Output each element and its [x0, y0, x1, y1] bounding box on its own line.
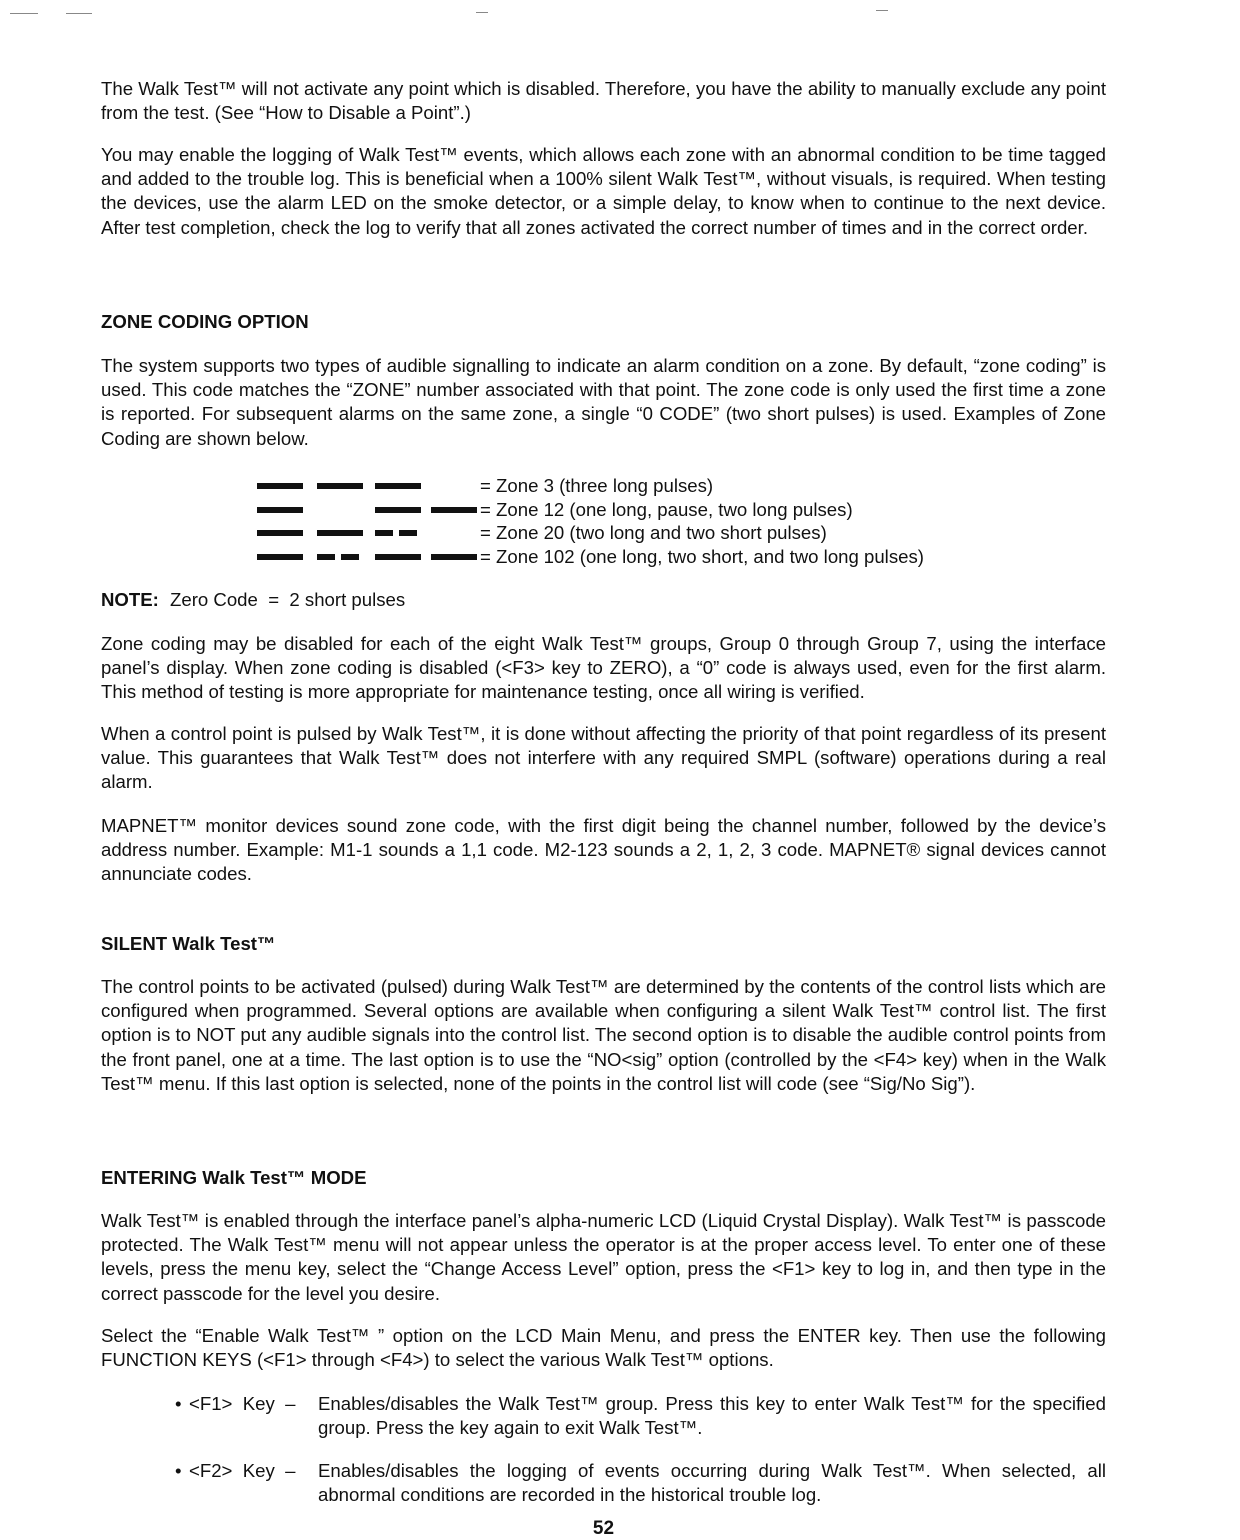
bullet-icon: •	[175, 1393, 182, 1414]
zone-example-row	[257, 545, 1017, 569]
bullet-icon: •	[175, 1460, 182, 1481]
entering-paragraph-1: Walk Test™ is enabled through the interface panel’s alpha-numeric LCD (Liquid Crystal Display). Walk Test™ is passcode protected. The Walk Test™ menu will not appear unless the operator is at the proper access level. To enter one of these levels, press the menu key, select the “Change Access Level” option, press the <F1> key to log in, and then type in the correct passcode for the level you desire.	[101, 1210, 1106, 1304]
intro-paragraph-1: The Walk Test™ will not activate any point which is disabled. Therefore, you have the ability to manually exclude any point from the test. (See “How to Disable a Point”.)	[101, 78, 1106, 124]
zone-coding-examples	[257, 474, 1017, 568]
zone-coding-paragraph-2: Zone coding may be disabled for each of the eight Walk Test™ groups, Group 0 through Group 7, using the interface panel’s display. When zone coding is disabled (<F3> key to ZERO), a “0” code is always used, even for the first alarm. This method of testing is more appropriate for maintenance testing, once all wiring is verified.	[101, 633, 1106, 703]
function-key-label: <F2> Key –	[189, 1460, 296, 1481]
scan-artifact	[10, 13, 38, 14]
pulse-pattern-icon	[257, 474, 477, 497]
zero-code-note	[101, 588, 405, 612]
pulse-pattern-icon	[257, 521, 477, 544]
intro-section	[101, 77, 1106, 125]
intro-section-2	[101, 143, 1106, 240]
scan-artifact	[876, 10, 888, 11]
intro-paragraph-2: You may enable the logging of Walk Test™ events, which allows each zone with an abnormal condition to be time tagged and added to the trouble log. This is beneficial when a 100% silent Walk Test™, without visuals, is required. When testing the devices, use the alarm LED on the smoke detector, or a simple delay, to know when to continue to the next device. After test completion, check the log to verify that all zones activated the correct number of times and in the correct order.	[101, 144, 1106, 238]
pulse-pattern-icon	[257, 498, 477, 521]
zone-example-label: = Zone 20 (two long and two short pulses)	[480, 522, 827, 544]
zone-example-label: = Zone 102 (one long, two short, and two long pulses)	[480, 545, 924, 567]
function-key-label: <F1> Key –	[189, 1393, 296, 1414]
page-number: 52	[592, 1518, 615, 1539]
function-key-description: Enables/disables the Walk Test™ group. Press this key to enter Walk Test™ for the specified group. Press the key again to exit Walk Test™.	[318, 1393, 1106, 1439]
zone-example-row	[257, 474, 1017, 498]
zone-coding-paragraph-1: The system supports two types of audible signalling to indicate an alarm condition on a zone. By default, “zone coding” is used. This code matches the “ZONE” number associated with that point. The zone code is only used the first time a zone is reported. For subsequent alarms on the same zone, a single “0 CODE” (two short pulses) is used. Examples of Zone Coding are shown below.	[101, 355, 1106, 449]
zone-example-label: = Zone 12 (one long, pause, two long pulses)	[480, 498, 853, 520]
note-label: NOTE:	[101, 589, 159, 610]
scan-artifact	[476, 12, 488, 13]
zone-coding-heading: ZONE CODING OPTION	[101, 311, 309, 332]
zone-coding-paragraph-3: When a control point is pulsed by Walk Test™, it is done without affecting the priority of that point regardless of its present value. This guarantees that Walk Test™ does not interfere with any required SMPL (software) operations during a real alarm.	[101, 723, 1106, 793]
function-key-description: Enables/disables the logging of events occurring during Walk Test™. When selected, all abnormal conditions are recorded in the historical trouble log.	[318, 1460, 1106, 1506]
entering-paragraph-2: Select the “Enable Walk Test™ ” option on the LCD Main Menu, and press the ENTER key. Then use the following FUNCTION KEYS (<F1> through <F4>) to select the various Walk Test™ options.	[101, 1325, 1106, 1371]
note-text: Zero Code = 2 short pulses	[170, 589, 406, 610]
silent-walk-test-heading: SILENT Walk Test™	[101, 933, 276, 954]
zone-example-row	[257, 521, 1017, 545]
zone-example-row	[257, 498, 1017, 522]
scan-artifact	[66, 13, 92, 14]
zone-coding-paragraph-4: MAPNET™ monitor devices sound zone code, with the first digit being the channel number, followed by the device’s address number. Example: M1-1 sounds a 1,1 code. M2-123 sounds a 2, 1, 2, 3 code. MAPNET® signal devices cannot annunciate codes.	[101, 815, 1106, 885]
pulse-pattern-icon	[257, 545, 477, 568]
zone-example-label: = Zone 3 (three long pulses)	[480, 475, 714, 496]
silent-paragraph-1: The control points to be activated (pulsed) during Walk Test™ are determined by the contents of the control lists which are configured when programmed. Several options are available when configuring a silent Walk Test™ control list. The first option is to NOT put any audible signals into the control list. The second option is to disable the audible control points from the front panel, one at a time. The last option is to use the “NO<sig” option (controlled by the <F4> key) when in the Walk Test™ menu. If this last option is selected, none of the points in the control list will code (see “Sig/No Sig”).	[101, 976, 1106, 1094]
entering-walk-test-heading: ENTERING Walk Test™ MODE	[101, 1167, 367, 1188]
